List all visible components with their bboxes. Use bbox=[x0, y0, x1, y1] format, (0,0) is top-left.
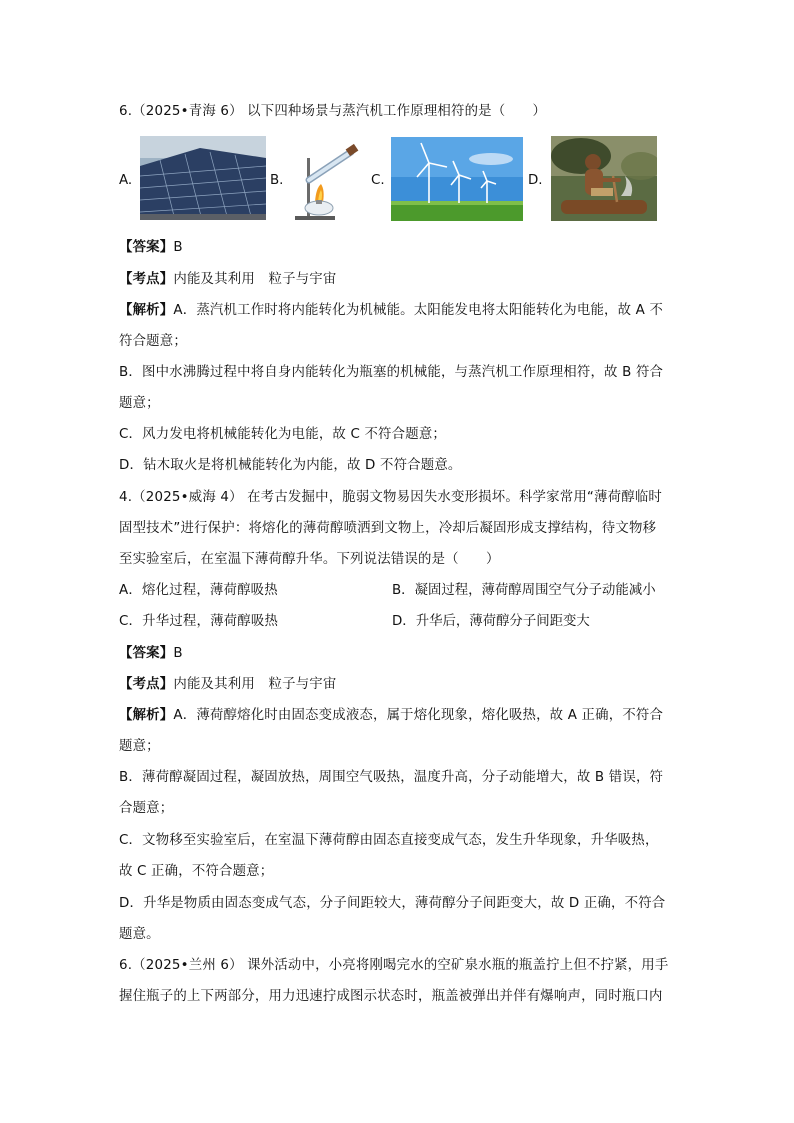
option-d-label: D. bbox=[528, 173, 543, 188]
question-2-analysis-line: D．升华是物质由固态变成气态，分子间距较大，薄荷醇分子间距变大，故 D 正确，不符合 bbox=[119, 896, 666, 911]
option-a-label: A. bbox=[119, 173, 133, 188]
answer-tag: 【答案】 bbox=[119, 240, 174, 255]
question-1-analysis-line: D．钻木取火是将机械能转化为内能，故 D 不符合题意。 bbox=[119, 458, 462, 473]
question-2-analysis-line: 题意。 bbox=[119, 927, 160, 942]
question-1-stem: 6.（2025•青海 6） 以下四种场景与蒸汽机工作原理相符的是（ ） bbox=[119, 104, 547, 119]
option-b-label: B. bbox=[270, 173, 284, 188]
question-2-option-a: A．熔化过程，薄荷醇吸热 bbox=[119, 583, 278, 598]
topic-value: 内能及其利用 粒子与宇宙 bbox=[173, 677, 337, 692]
answer-value: B bbox=[173, 646, 183, 661]
solar-panels-image bbox=[140, 136, 266, 220]
test-tube-heating-image bbox=[285, 138, 371, 222]
question-1-analysis-line: 符合题意； bbox=[119, 334, 187, 349]
question-1-analysis-line: C．风力发电将机械能转化为电能，故 C 不符合题意； bbox=[119, 427, 447, 442]
question-2-analysis-line: 故 C 正确，不符合题意； bbox=[119, 864, 274, 879]
topic-tag: 【考点】 bbox=[119, 677, 174, 692]
answer-tag: 【答案】 bbox=[119, 646, 174, 661]
question-1-analysis-line: 题意； bbox=[119, 396, 160, 411]
question-2-analysis-line bbox=[119, 707, 663, 725]
question-2-answer bbox=[119, 645, 183, 663]
topic-tag: 【考点】 bbox=[119, 272, 174, 287]
analysis-text: A．薄荷醇熔化时由固态变成液态，属于熔化现象，熔化吸热，故 A 正确，不符合 bbox=[173, 708, 664, 723]
drilling-wood-fire-image bbox=[551, 136, 657, 221]
analysis-text: A．蒸汽机工作时将内能转化为机械能。太阳能发电将太阳能转化为电能，故 A 不 bbox=[173, 303, 664, 318]
answer-value: B bbox=[173, 240, 183, 255]
question-2-analysis-line: 题意； bbox=[119, 739, 160, 754]
option-c-label: C. bbox=[371, 173, 385, 188]
question-2-option-c: C．升华过程，薄荷醇吸热 bbox=[119, 614, 279, 629]
question-2-stem-line: 固型技术”进行保护：将熔化的薄荷醇喷洒到文物上，冷却后凝固形成支撑结构，待文物移 bbox=[119, 521, 657, 536]
question-3-stem-line: 6.（2025•兰州 6） 课外活动中，小亮将刚喝完水的空矿泉水瓶的瓶盖拧上但不拧紧，用手 bbox=[119, 958, 669, 973]
question-2-stem-line: 4.（2025•威海 4） 在考古发掘中，脆弱文物易因失水变形损坏。科学家常用“薄荷醇临时 bbox=[119, 490, 663, 505]
question-1-answer bbox=[119, 239, 183, 257]
question-1-analysis-line bbox=[119, 302, 663, 320]
question-1-analysis-line: B．图中水沸腾过程中将自身内能转化为瓶塞的机械能，与蒸汽机工作原理相符，故 B 符合 bbox=[119, 365, 664, 380]
topic-value: 内能及其利用 粒子与宇宙 bbox=[173, 272, 337, 287]
question-2-option-b: B．凝固过程，薄荷醇周围空气分子动能减小 bbox=[392, 583, 656, 598]
question-2-analysis-line: 合题意； bbox=[119, 801, 174, 816]
question-2-analysis-line: C．文物移至实验室后，在室温下薄荷醇由固态直接变成气态，发生升华现象，升华吸热， bbox=[119, 833, 659, 848]
question-2-topic bbox=[119, 676, 336, 694]
question-2-option-d: D．升华后，薄荷醇分子间距变大 bbox=[392, 614, 590, 629]
question-3-stem-line: 握住瓶子的上下两部分，用力迅速拧成图示状态时，瓶盖被弹出并伴有爆响声，同时瓶口内 bbox=[119, 989, 663, 1004]
analysis-tag: 【解析】 bbox=[119, 303, 174, 318]
analysis-tag: 【解析】 bbox=[119, 708, 174, 723]
question-1-topic bbox=[119, 271, 336, 289]
question-2-analysis-line: B．薄荷醇凝固过程，凝固放热，周围空气吸热，温度升高，分子动能增大，故 B 错误，符 bbox=[119, 770, 664, 785]
question-2-stem-line: 至实验室后，在室温下薄荷醇升华。下列说法错误的是（ ） bbox=[119, 552, 500, 567]
wind-turbines-image bbox=[391, 137, 523, 221]
